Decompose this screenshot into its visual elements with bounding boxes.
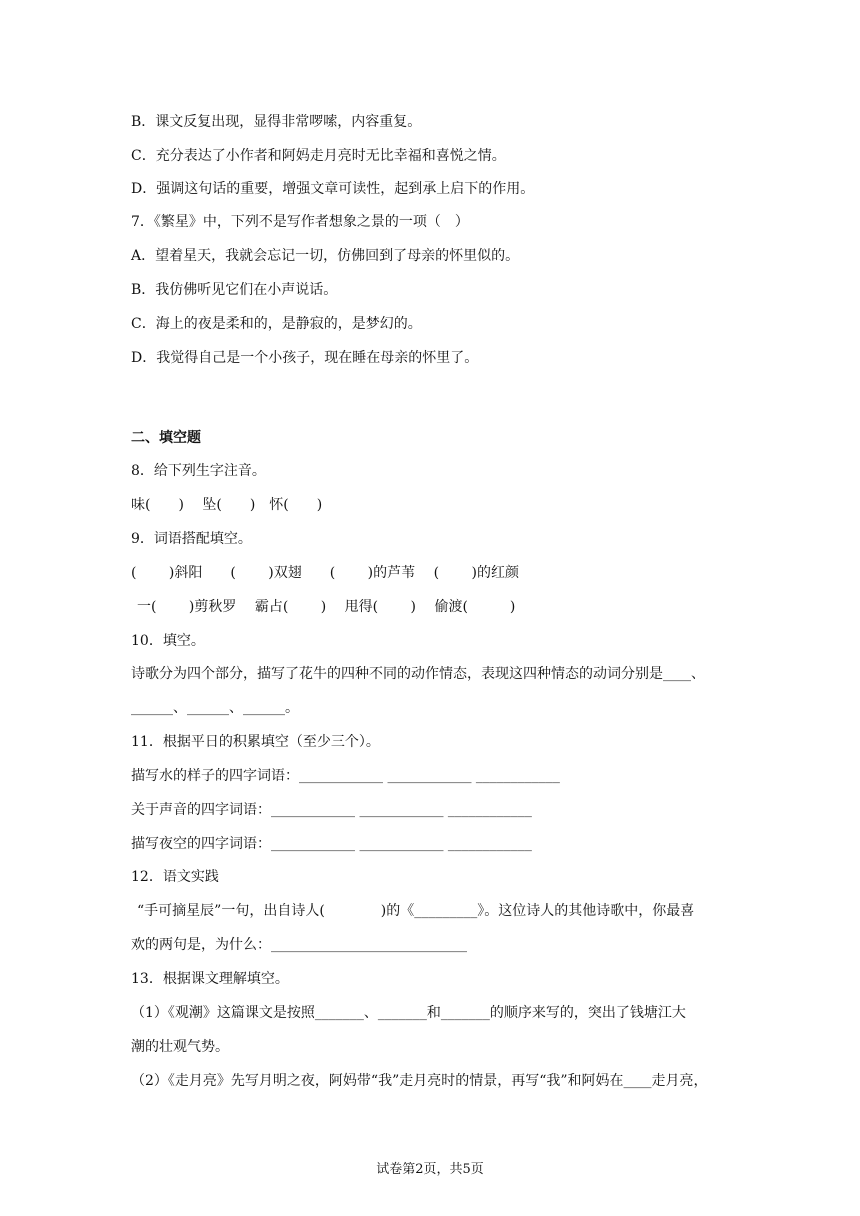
q13-stem: 13．根据课文理解填空。 <box>131 971 289 987</box>
q6-option-b: B．课文反复出现，显得非常啰嗦，内容重复。 <box>131 114 422 130</box>
section-title-fill-blanks: 二、填空题 <box>131 430 201 446</box>
q11-line-2: 关于声音的四字词语：____________ ____________ ____________ <box>131 802 532 818</box>
q7-option-a: A．望着星天，我就会忘记一切，仿佛回到了母亲的怀里似的。 <box>131 248 520 264</box>
q9-line-2: 一( )剪秋罗 霸占( ) 甩得( ) 偷渡( ) <box>137 599 516 615</box>
q7-stem: 7．《繁星》中，下列不是写作者想象之景的一项（ ） <box>131 214 469 230</box>
q11-line-3: 描写夜空的四字词语：____________ ____________ ____________ <box>131 836 532 852</box>
q10-line-2: ______、______、______。 <box>131 700 299 716</box>
q9-line-1: ( )斜阳 ( )双翅 ( )的芦苇 ( )的红颜 <box>131 565 519 581</box>
q7-option-c: C．海上的夜是柔和的，是静寂的，是梦幻的。 <box>131 316 422 332</box>
q12-line-2: 欢的两句是，为什么：____________________________ <box>131 937 467 953</box>
q8-stem: 8．给下列生字注音。 <box>131 463 266 479</box>
q6-option-c: C．充分表达了小作者和阿妈走月亮时无比幸福和喜悦之情。 <box>131 148 506 164</box>
q13-line-2: 潮的壮观气势。 <box>131 1039 229 1055</box>
q11-stem: 11．根据平日的积累填空（至少三个）。 <box>131 734 380 750</box>
q7-option-b: B．我仿佛听见它们在小声说话。 <box>131 282 338 298</box>
q13-line-3: （2）《走月亮》先写月明之夜，阿妈带“我”走月亮时的情景，再写“我”和阿妈在____走月亮， <box>131 1073 708 1089</box>
q9-stem: 9．词语搭配填空。 <box>131 531 252 547</box>
q12-line-1: “手可摘星辰”一句，出自诗人( )的《_________》。这位诗人的其他诗歌中，你最喜 <box>137 903 695 919</box>
q11-line-1: 描写水的样子的四字词语：____________ ____________ ____________ <box>131 768 560 784</box>
q8-line: 味( ) 坠( ) 怀( ) <box>131 497 323 513</box>
q7-option-d: D．我觉得自己是一个小孩子，现在睡在母亲的怀里了。 <box>131 350 479 366</box>
q13-line-1: （1）《观潮》这篇课文是按照_______、_______和_______的顺序来写的，突出了钱塘江大 <box>131 1005 686 1021</box>
q10-line-1: 诗歌分为四个部分，描写了花牛的四种不同的动作情态，表现这四种情态的动词分别是____、 <box>131 666 705 682</box>
page-footer: 试卷第2页，共5页 <box>376 1162 484 1177</box>
q6-option-d: D．强调这句话的重要，增强文章可读性，起到承上启下的作用。 <box>131 181 535 197</box>
q10-stem: 10．填空。 <box>131 633 205 649</box>
q12-stem: 12．语文实践 <box>131 869 219 885</box>
